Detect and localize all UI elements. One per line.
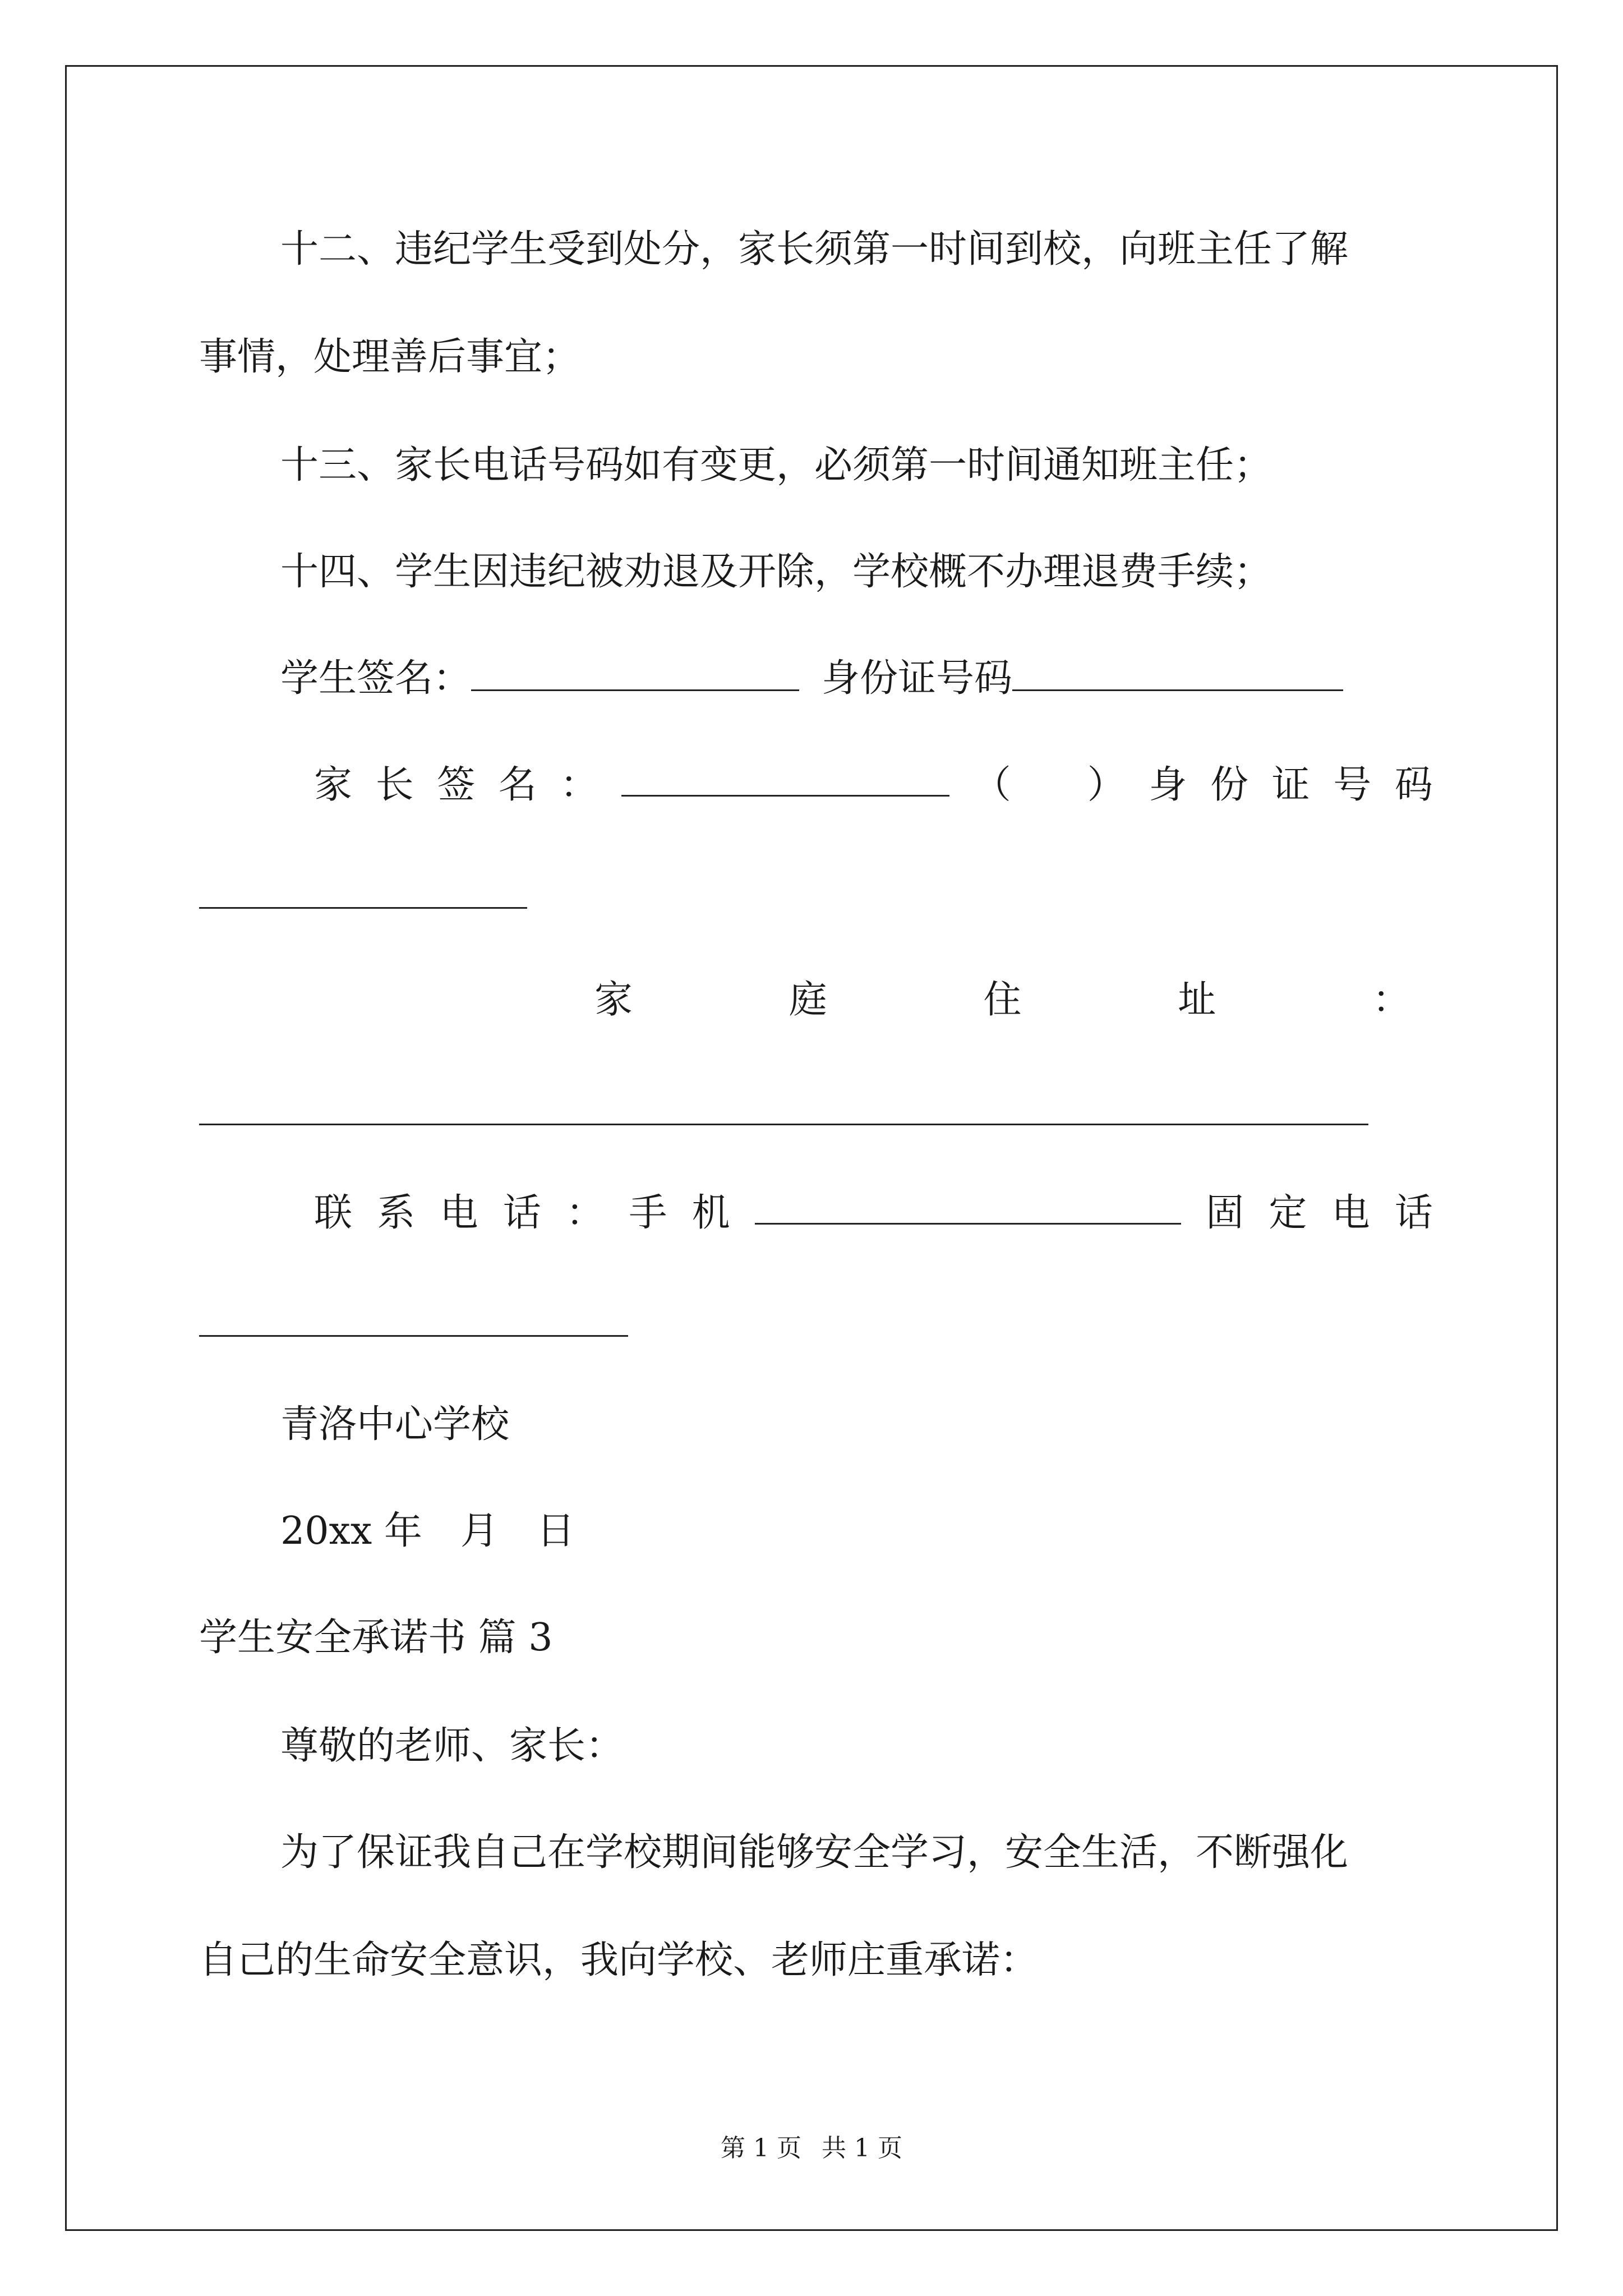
- contact-char: ：: [566, 1191, 605, 1235]
- address-char: 家: [594, 978, 633, 1022]
- contact-char: 话: [502, 1191, 541, 1235]
- address-char: 庭: [789, 978, 827, 1022]
- mobile-field[interactable]: [755, 1188, 1181, 1225]
- paragraph-line-2: 自己的生命安全意识，我向学校、老师庄重承诺：: [199, 1938, 1039, 1982]
- parent-signature-row: [314, 760, 1433, 811]
- clause-14: 十四、学生因违纪被劝退及开除，学校概不办理退费手续；: [280, 550, 1272, 594]
- address-char: 住: [983, 978, 1022, 1022]
- landline-char: 定: [1269, 1191, 1307, 1235]
- address-field[interactable]: [199, 1124, 1368, 1125]
- page-footer: [0, 2132, 1623, 2165]
- parent-id-char: 号: [1333, 763, 1372, 807]
- address-row: [594, 975, 1410, 1025]
- student-signature-field[interactable]: [471, 655, 799, 691]
- contact-char: 系: [377, 1191, 416, 1235]
- parent-id-field[interactable]: [199, 907, 527, 909]
- address-char: 址: [1178, 978, 1216, 1022]
- landline-char: 电: [1331, 1191, 1370, 1235]
- parent-id-char: 身: [1149, 763, 1187, 807]
- contact-char: 电: [440, 1191, 478, 1235]
- parent-sign-char: 长: [375, 763, 414, 807]
- parent-signature-field[interactable]: [621, 760, 949, 797]
- landline-field[interactable]: [199, 1335, 628, 1337]
- parent-sign-char: ：: [560, 763, 598, 807]
- contact-char: 手: [629, 1191, 667, 1235]
- paragraph-line-1: 为了保证我自己在学校期间能够安全学习，安全生活，不断强化: [280, 1830, 1349, 1875]
- school-name: 青洛中心学校: [280, 1402, 510, 1447]
- parent-relation-paren: （ ）: [972, 763, 1126, 807]
- student-id-label: 身份证号码: [822, 656, 1013, 701]
- student-id-field[interactable]: [1012, 655, 1343, 691]
- page-number: 第 1 页: [721, 2134, 801, 2162]
- contact-char: 联: [314, 1191, 353, 1235]
- address-char: ：: [1372, 978, 1410, 1022]
- student-signature-label: 学生签名：: [280, 656, 472, 701]
- date-line: 20xx 年 月 日: [280, 1509, 575, 1553]
- page-total: 共 1 页: [822, 2134, 902, 2162]
- contact-char: 机: [691, 1191, 730, 1235]
- parent-sign-char: 名: [498, 763, 537, 807]
- contact-row: [314, 1188, 1433, 1239]
- salutation: 尊敬的老师、家长：: [280, 1724, 624, 1768]
- parent-id-char: 份: [1210, 763, 1248, 807]
- landline-char: 话: [1394, 1191, 1433, 1235]
- student-signature-row: [280, 654, 1343, 704]
- clause-13: 十三、家长电话号码如有变更，必须第一时间通知班主任；: [280, 443, 1272, 487]
- parent-sign-char: 签: [437, 763, 476, 807]
- page-border: [65, 65, 1558, 2231]
- clause-12-line-2: 事情，处理善后事宜；: [199, 335, 581, 379]
- clause-12-line-1: 十二、违纪学生受到处分，家长须第一时间到校，向班主任了解: [280, 227, 1349, 272]
- section-title: 学生安全承诺书 篇 3: [199, 1616, 553, 1660]
- landline-char: 固: [1206, 1191, 1244, 1235]
- parent-sign-char: 家: [314, 763, 353, 807]
- parent-id-char: 证: [1271, 763, 1310, 807]
- parent-id-char: 码: [1394, 763, 1433, 807]
